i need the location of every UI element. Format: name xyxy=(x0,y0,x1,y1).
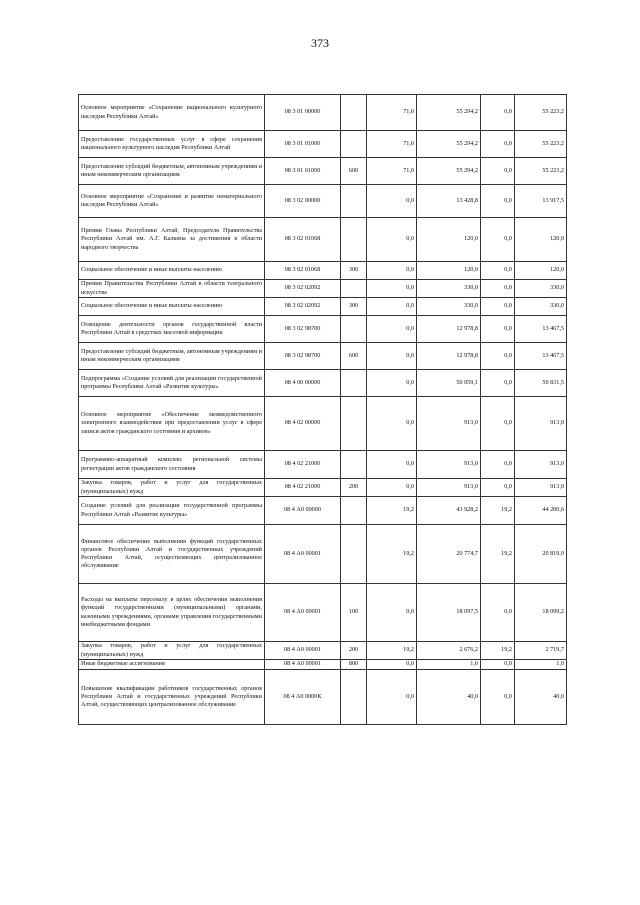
expense-type xyxy=(341,316,367,343)
amount-col-1: 19,2 xyxy=(367,525,417,584)
table-row xyxy=(79,131,567,158)
item-code: 08 3 01 00000 xyxy=(265,95,341,131)
item-name: Основное мероприятие «Сохранение и развитие нематериального наследия Республики Алтай» xyxy=(79,185,265,218)
item-name: Иные бюджетные ассигнования xyxy=(79,660,265,670)
expense-type xyxy=(341,525,367,584)
budget-table-body xyxy=(79,95,567,725)
amount-col-2: 330,0 xyxy=(417,298,481,316)
amount-col-3: 0,0 xyxy=(481,298,515,316)
amount-col-2: 120,0 xyxy=(417,218,481,262)
item-code: 08 3 02 02092 xyxy=(265,298,341,316)
amount-col-3: 0,0 xyxy=(481,131,515,158)
amount-col-4: 55 223,2 xyxy=(515,131,567,158)
table-row xyxy=(79,497,567,525)
expense-type xyxy=(341,185,367,218)
amount-col-3: 19,2 xyxy=(481,525,515,584)
item-name: Создание условий для реализации государственной программы Республики Алтай «Развитие культуры» xyxy=(79,497,265,525)
amount-col-4: 40,0 xyxy=(515,670,567,725)
item-name: Предоставление субсидий бюджетным, автономным учреждениям и иным некоммерческим организациям xyxy=(79,158,265,185)
item-name: Основное мероприятие «Сохранение национального культурного наследия Республики Алтай» xyxy=(79,95,265,131)
amount-col-1: 0,0 xyxy=(367,316,417,343)
amount-col-1: 0,0 xyxy=(367,397,417,451)
amount-col-1: 0,0 xyxy=(367,280,417,298)
item-name: Расходы на выплаты персоналу в целях обеспечения выполнения функций государственными (муниципальными) органами, казенными учреждениями, органами управления государственными внебюджетными фондами xyxy=(79,584,265,642)
amount-col-3: 0,0 xyxy=(481,451,515,479)
amount-col-2: 913,0 xyxy=(417,397,481,451)
item-name: Финансовое обеспечение выполнения функций государственных органов Республики Алтай и государственных учреждений Республики Алтай, осуществляющих централизованное обслуживание xyxy=(79,525,265,584)
amount-col-2: 12 978,8 xyxy=(417,343,481,370)
item-code: 08 4 02 21000 xyxy=(265,451,341,479)
item-name: Программно-аппаратный комплекс региональной системы регистрации актов гражданского состояния xyxy=(79,451,265,479)
table-row xyxy=(79,280,567,298)
amount-col-3: 0,0 xyxy=(481,343,515,370)
item-name: Подпрограмма «Создание условий для реализации государственной программы Республики Алтай «Развитие культуры» xyxy=(79,370,265,397)
amount-col-1: 0,0 xyxy=(367,584,417,642)
amount-col-3: 0,0 xyxy=(481,262,515,280)
table-row xyxy=(79,451,567,479)
item-code: 08 4 А0 0000К xyxy=(265,670,341,725)
expense-type: 200 xyxy=(341,479,367,497)
amount-col-2: 13 428,8 xyxy=(417,185,481,218)
amount-col-4: 20 819,9 xyxy=(515,525,567,584)
table-row xyxy=(79,584,567,642)
amount-col-3: 0,0 xyxy=(481,479,515,497)
amount-col-3: 0,0 xyxy=(481,158,515,185)
table-row xyxy=(79,397,567,451)
item-name: Социальное обеспечение и иные выплаты населению xyxy=(79,262,265,280)
item-code: 08 3 02 98700 xyxy=(265,316,341,343)
expense-type: 800 xyxy=(341,660,367,670)
item-code: 08 3 02 02092 xyxy=(265,280,341,298)
amount-col-4: 2 719,7 xyxy=(515,642,567,660)
amount-col-1: 0,0 xyxy=(367,218,417,262)
amount-col-4: 120,0 xyxy=(515,262,567,280)
amount-col-1: 0,0 xyxy=(367,185,417,218)
expense-type xyxy=(341,451,367,479)
amount-col-4: 1,0 xyxy=(515,660,567,670)
amount-col-2: 55 294,2 xyxy=(417,95,481,131)
item-name: Премии Главы Республики Алтай, Председателя Правительства Республики Алтай им. А.Г. Калкина за достижения в области народного творчества xyxy=(79,218,265,262)
table-row xyxy=(79,670,567,725)
amount-col-4: 13 917,5 xyxy=(515,185,567,218)
expense-type xyxy=(341,497,367,525)
amount-col-1: 0,0 xyxy=(367,370,417,397)
amount-col-4: 120,0 xyxy=(515,218,567,262)
amount-col-3: 0,0 xyxy=(481,397,515,451)
amount-col-2: 50 059,1 xyxy=(417,370,481,397)
table-row xyxy=(79,660,567,670)
amount-col-3: 0,0 xyxy=(481,660,515,670)
item-code: 08 4 А0 00001 xyxy=(265,660,341,670)
amount-col-4: 18 099,2 xyxy=(515,584,567,642)
expense-type: 600 xyxy=(341,158,367,185)
table-row xyxy=(79,298,567,316)
amount-col-4: 55 223,2 xyxy=(515,158,567,185)
amount-col-2: 40,0 xyxy=(417,670,481,725)
item-code: 08 3 02 01068 xyxy=(265,218,341,262)
amount-col-1: 19,2 xyxy=(367,642,417,660)
amount-col-4: 13 467,5 xyxy=(515,343,567,370)
item-code: 08 4 А0 00001 xyxy=(265,642,341,660)
item-name: Закупка товаров, работ и услуг для государственных (муниципальных) нужд xyxy=(79,642,265,660)
item-name: Премии Правительства Республики Алтай в области театрального искусства xyxy=(79,280,265,298)
amount-col-4: 50 831,5 xyxy=(515,370,567,397)
amount-col-2: 55 294,2 xyxy=(417,158,481,185)
amount-col-4: 330,0 xyxy=(515,280,567,298)
item-name: Социальное обеспечение и иные выплаты населению xyxy=(79,298,265,316)
amount-col-3: 0,0 xyxy=(481,95,515,131)
amount-col-1: 0,0 xyxy=(367,343,417,370)
amount-col-1: 71,0 xyxy=(367,158,417,185)
amount-col-1: 71,0 xyxy=(367,95,417,131)
table-row xyxy=(79,218,567,262)
amount-col-1: 19,2 xyxy=(367,497,417,525)
amount-col-1: 0,0 xyxy=(367,660,417,670)
amount-col-4: 13 467,5 xyxy=(515,316,567,343)
amount-col-1: 0,0 xyxy=(367,298,417,316)
amount-col-3: 0,0 xyxy=(481,280,515,298)
amount-col-3: 0,0 xyxy=(481,670,515,725)
item-code: 08 4 02 00000 xyxy=(265,397,341,451)
budget-table xyxy=(78,94,567,725)
amount-col-3: 0,0 xyxy=(481,316,515,343)
amount-col-2: 55 294,2 xyxy=(417,131,481,158)
item-code: 08 3 01 01000 xyxy=(265,131,341,158)
table-row xyxy=(79,185,567,218)
amount-col-3: 19,2 xyxy=(481,497,515,525)
amount-col-2: 913,0 xyxy=(417,451,481,479)
item-name: Закупка товаров, работ и услуг для государственных (муниципальных) нужд xyxy=(79,479,265,497)
amount-col-2: 20 774,7 xyxy=(417,525,481,584)
item-code: 08 4 00 00000 xyxy=(265,370,341,397)
table-row xyxy=(79,642,567,660)
amount-col-4: 913,0 xyxy=(515,397,567,451)
table-row xyxy=(79,525,567,584)
expense-type xyxy=(341,280,367,298)
expense-type xyxy=(341,131,367,158)
table-row xyxy=(79,316,567,343)
amount-col-1: 0,0 xyxy=(367,479,417,497)
amount-col-4: 44 200,6 xyxy=(515,497,567,525)
amount-col-1: 0,0 xyxy=(367,670,417,725)
table-row xyxy=(79,95,567,131)
expense-type: 300 xyxy=(341,262,367,280)
amount-col-4: 913,0 xyxy=(515,479,567,497)
amount-col-2: 43 928,2 xyxy=(417,497,481,525)
amount-col-2: 1,0 xyxy=(417,660,481,670)
amount-col-3: 0,0 xyxy=(481,584,515,642)
item-name: Основное мероприятие «Обеспечение межведомственного электронного взаимодействия при предоставлении услуг в сфере записи актов гражданского состояния и архивов» xyxy=(79,397,265,451)
item-code: 08 4 А0 00001 xyxy=(265,525,341,584)
item-code: 08 3 02 98700 xyxy=(265,343,341,370)
amount-col-2: 913,0 xyxy=(417,479,481,497)
table-row xyxy=(79,262,567,280)
item-code: 08 4 А0 00001 xyxy=(265,584,341,642)
page-number: 373 xyxy=(311,36,329,50)
amount-col-4: 55 223,2 xyxy=(515,95,567,131)
table-row xyxy=(79,343,567,370)
table-row xyxy=(79,158,567,185)
item-code: 08 3 02 01068 xyxy=(265,262,341,280)
amount-col-3: 0,0 xyxy=(481,370,515,397)
amount-col-2: 330,0 xyxy=(417,280,481,298)
expense-type xyxy=(341,370,367,397)
expense-type: 100 xyxy=(341,584,367,642)
amount-col-3: 19,2 xyxy=(481,642,515,660)
item-name: Освещение деятельности органов государственной власти Республики Алтай в средствах массовой информации xyxy=(79,316,265,343)
expense-type xyxy=(341,95,367,131)
amount-col-1: 0,0 xyxy=(367,451,417,479)
amount-col-2: 2 676,2 xyxy=(417,642,481,660)
amount-col-2: 18 097,5 xyxy=(417,584,481,642)
item-name: Предоставление государственных услуг в сфере сохранения национального культурного наследия Республики Алтай xyxy=(79,131,265,158)
amount-col-4: 913,0 xyxy=(515,451,567,479)
amount-col-2: 120,0 xyxy=(417,262,481,280)
table-row xyxy=(79,479,567,497)
expense-type xyxy=(341,218,367,262)
item-code: 08 3 01 01000 xyxy=(265,158,341,185)
item-name: Повышение квалификации работников государственных органов Республики Алтай и государственных учреждений Республики Алтай, осуществляющих централизованное обслуживание xyxy=(79,670,265,725)
expense-type: 200 xyxy=(341,642,367,660)
expense-type xyxy=(341,670,367,725)
expense-type xyxy=(341,397,367,451)
item-code: 08 3 02 00000 xyxy=(265,185,341,218)
amount-col-2: 12 978,8 xyxy=(417,316,481,343)
amount-col-4: 330,0 xyxy=(515,298,567,316)
amount-col-1: 0,0 xyxy=(367,262,417,280)
item-name: Предоставление субсидий бюджетным, автономным учреждениям и иным некоммерческим организациям xyxy=(79,343,265,370)
table-row xyxy=(79,370,567,397)
amount-col-3: 0,0 xyxy=(481,218,515,262)
item-code: 08 4 А0 00000 xyxy=(265,497,341,525)
amount-col-1: 71,0 xyxy=(367,131,417,158)
expense-type: 600 xyxy=(341,343,367,370)
item-code: 08 4 02 21000 xyxy=(265,479,341,497)
amount-col-3: 0,0 xyxy=(481,185,515,218)
expense-type: 300 xyxy=(341,298,367,316)
